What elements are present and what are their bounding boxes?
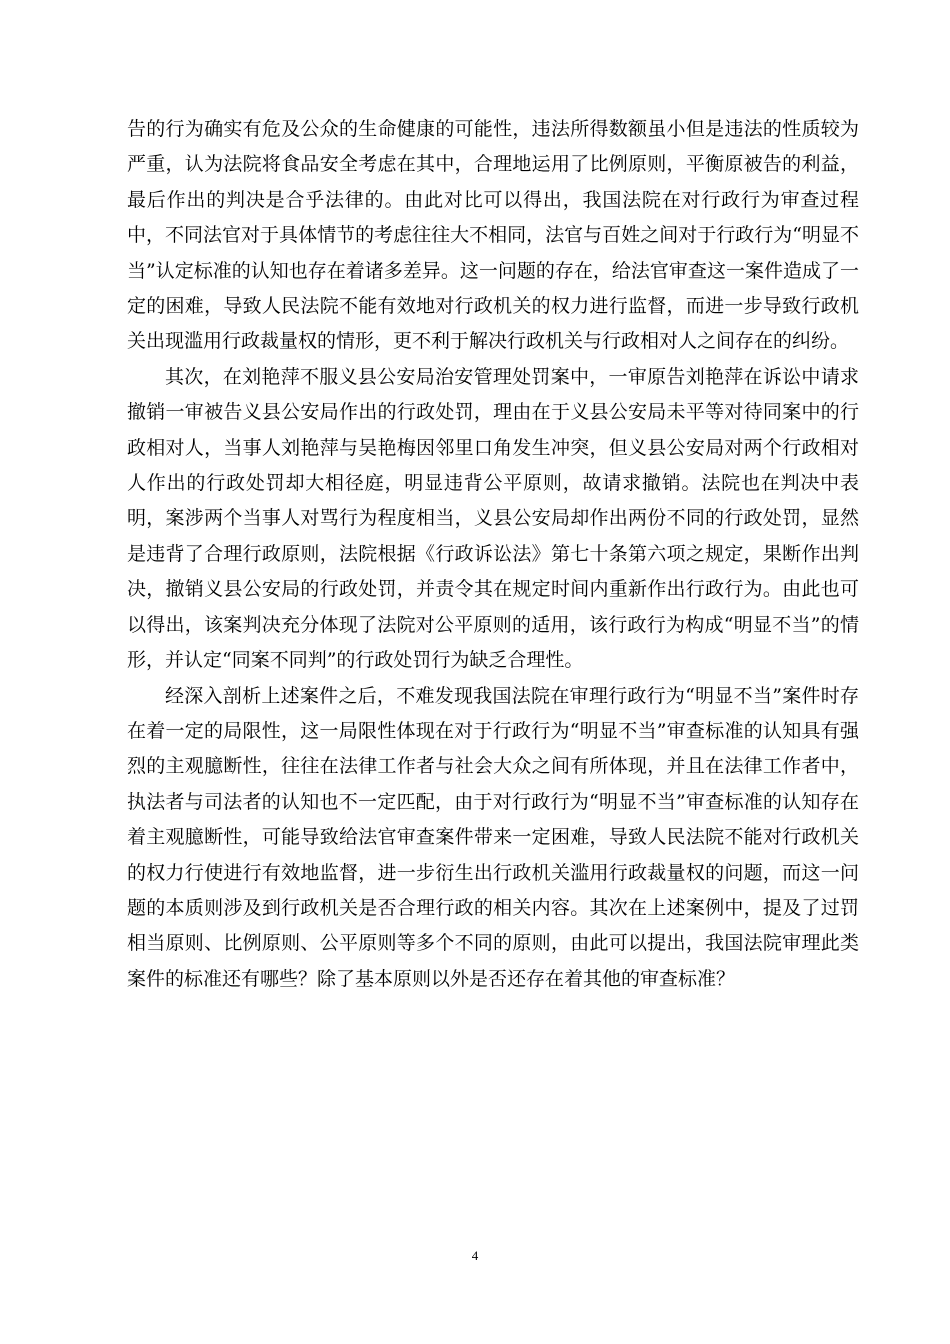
paragraph-liu-yanping-case: 其次，在刘艳萍不服义县公安局治安管理处罚案中，一审原告刘艳萍在诉讼中请求撤销一审被告义县公安局作出的行政处罚，理由在于义县公安局未平等对待同案中的行政相对人，当事人刘艳萍与吴艳梅因邻里口角发生冲突，但义县公安局对两个行政相对人作出的行政处罚却大相径庭，明显违背公平原则，故请求撤销。法院也在判决中表明，案涉两个当事人对骂行为程度相当，义县公安局却作出两份不同的行政处罚，显然是违背了合理行政原则，法院根据《行政诉讼法》第七十条第六项之规定，果断作出判决，撤销义县公安局的行政处罚，并责令其在规定时间内重新作出行政行为。由此也可以得出，该案判决充分体现了法院对公平原则的适用，该行政行为构成“明显不当”的情形，并认定“同案不同判”的行政处罚行为缺乏合理性。 [127,365,859,672]
page-number: 4 [471,1248,479,1263]
document-body [127,112,859,997]
paragraph-continued: 告的行为确实有危及公众的生命健康的可能性，违法所得数额虽小但是违法的性质较为严重，认为法院将食品安全考虑在其中，合理地运用了比例原则，平衡原被告的利益，最后作出的判决是合乎法律的。由此对比可以得出，我国法院在对行政行为审查过程中，不同法官对于具体情节的考虑往往大不相同，法官与百姓之间对于行政行为“明显不当”认定标准的认知也存在着诸多差异。这一问题的存在，给法官审查这一案件造成了一定的困难，导致人民法院不能有效地对行政机关的权力进行监督，而进一步导致行政机关出现滥用行政裁量权的情形，更不利于解决行政机关与行政相对人之间存在的纠纷。 [127,118,859,353]
paragraph-analysis: 经深入剖析上述案件之后，不难发现我国法院在审理行政行为“明显不当”案件时存在着一定的局限性，这一局限性体现在对于行政行为“明显不当”审查标准的认知具有强烈的主观臆断性，往往在法律工作者与社会大众之间有所体现，并且在法律工作者中，执法者与司法者的认知也不一定匹配，由于对行政行为“明显不当”审查标准的认知存在着主观臆断性，可能导致给法官审查案件带来一定困难，导致人民法院不能对行政机关的权力行使进行有效地监督，进一步衍生出行政机关滥用行政裁量权的问题，而这一问题的本质则涉及到行政机关是否合理行政的相关内容。其次在上述案例中，提及了过罚相当原则、比例原则、公平原则等多个不同的原则，由此可以提出，我国法院审理此类案件的标准还有哪些？除了基本原则以外是否还存在着其他的审查标准？ [127,684,859,990]
